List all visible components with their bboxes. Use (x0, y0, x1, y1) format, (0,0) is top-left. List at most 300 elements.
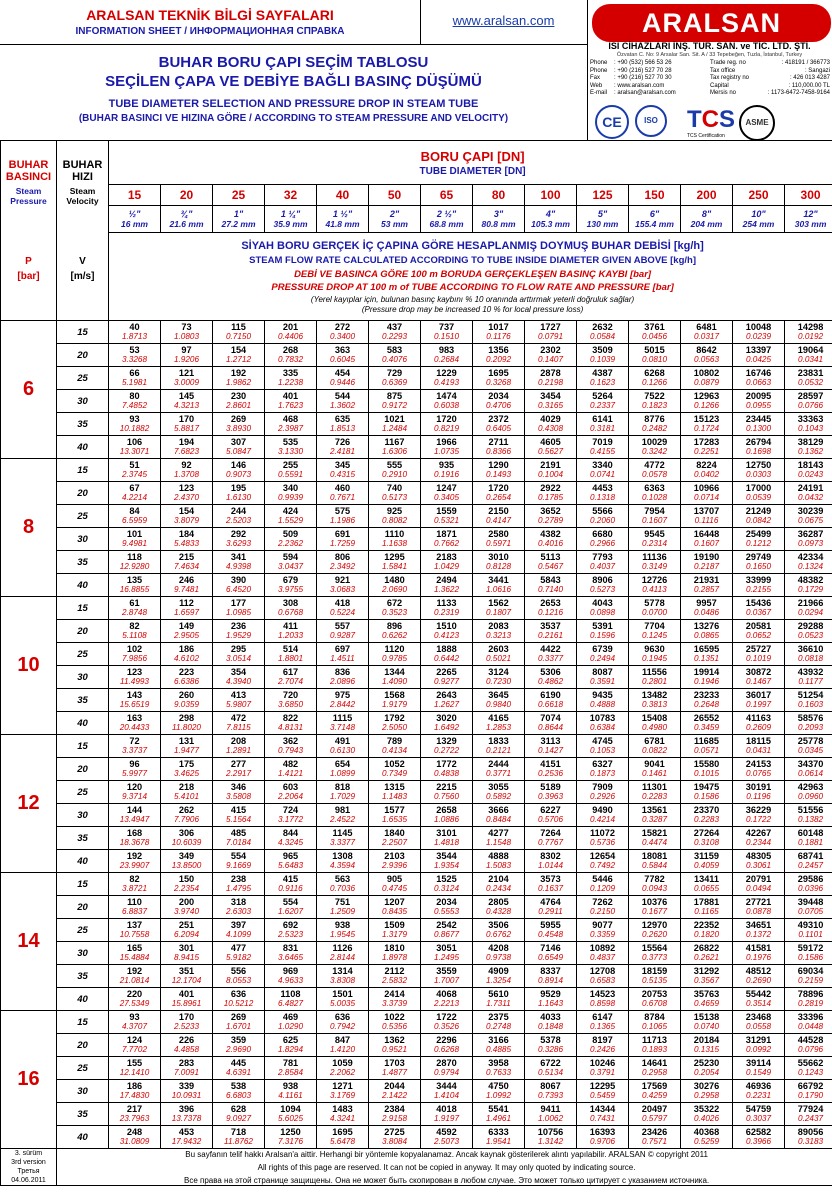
certification-seal-icon: ISO (635, 105, 667, 137)
pressure-drop: 8.9415 (173, 953, 200, 962)
flow-rate: 397 (230, 920, 247, 930)
pressure-drop: 0.4888 (589, 700, 616, 709)
flow-rate: 485 (230, 828, 247, 838)
table-cell (421, 781, 473, 804)
contact-k2: Tax office (710, 67, 736, 74)
table-cell (161, 666, 213, 689)
info-cell (109, 233, 832, 321)
pressure-drop: 7.4852 (121, 401, 148, 410)
flow-rate: 49310 (797, 920, 824, 930)
flow-rate: 21931 (693, 575, 720, 585)
table-cell (733, 1011, 785, 1034)
pressure-drop: 21.0814 (119, 976, 150, 985)
table-cell (577, 712, 629, 735)
flow-rate: 92 (181, 460, 192, 470)
pressure-drop: 5.4833 (173, 539, 200, 548)
pressure-drop: 3.6850 (277, 700, 304, 709)
flow-rate: 9435 (592, 690, 613, 700)
velocity-value: 40 (57, 712, 109, 735)
table-cell (577, 965, 629, 988)
table-cell (733, 827, 785, 850)
table-cell (109, 413, 161, 436)
pressure-drop: 0.3459 (693, 723, 720, 732)
table-cell (785, 528, 832, 551)
table-cell (733, 505, 785, 528)
pressure-drop: 0.0571 (693, 746, 720, 755)
table-cell (681, 735, 733, 758)
table-cell (525, 551, 577, 574)
pressure-drop: 1.0803 (173, 332, 200, 341)
table-cell (681, 1034, 733, 1057)
pressure-drop: 0.0614 (798, 769, 824, 778)
flow-rate: 1356 (488, 345, 509, 355)
flow-rate: 335 (282, 368, 299, 378)
pressure-drop: 0.2958 (641, 1068, 668, 1077)
flow-rate: 345 (334, 460, 351, 470)
flow-rate: 218 (178, 782, 195, 792)
table-cell (785, 1103, 832, 1126)
pressure-drop: 0.4134 (381, 746, 408, 755)
pressure-drop: 15.8961 (171, 999, 202, 1008)
table-cell (421, 1057, 473, 1080)
pressure-drop: 0.6038 (433, 401, 460, 410)
flow-rate: 1562 (488, 598, 509, 608)
table-cell (577, 827, 629, 850)
table-cell (317, 1103, 369, 1126)
header (0, 0, 832, 141)
table-cell (317, 1011, 369, 1034)
pressure-drop: 0.5021 (485, 654, 512, 663)
pressure-drop: 0.5591 (277, 470, 304, 479)
table-cell (785, 367, 832, 390)
flow-rate: 10966 (693, 483, 720, 493)
pressure-drop: 2.2507 (381, 838, 408, 847)
pressure-drop: 1.8294 (277, 1045, 304, 1054)
flow-rate: 636 (230, 989, 247, 999)
table-row (1, 827, 832, 850)
flow-rate: 4033 (540, 1012, 561, 1022)
flow-rate: 806 (334, 552, 351, 562)
pressure-drop: 0.1315 (693, 1045, 720, 1054)
flow-rate: 2725 (384, 1127, 405, 1137)
pressure-drop: 5.1981 (121, 378, 148, 387)
flow-rate: 31159 (693, 851, 720, 861)
title-en: TUBE DIAMETER SELECTION AND PRESSURE DROP IN STEAM TUBE (108, 98, 479, 110)
table-cell (577, 1126, 629, 1149)
flow-rate: 135 (126, 575, 143, 585)
pressure-drop: 0.2648 (693, 700, 720, 709)
table-cell (525, 942, 577, 965)
inch-size: 1 ½" (332, 209, 353, 219)
flow-rate: 11556 (641, 667, 668, 677)
table-cell (109, 988, 161, 1011)
pressure-drop: 0.2314 (641, 539, 668, 548)
pressure-drop: 2.5050 (381, 723, 408, 732)
pressure-drop: 0.0345 (798, 746, 824, 755)
table-cell (525, 919, 577, 942)
flow-rate: 3020 (436, 713, 457, 723)
table-cell (213, 1034, 265, 1057)
flow-rate: 143 (126, 690, 143, 700)
pressure-drop: 0.1019 (745, 654, 772, 663)
pressure-drop: 1.1483 (381, 792, 408, 801)
certifications (587, 103, 832, 140)
pressure-drop: 1.6535 (381, 815, 408, 824)
pressure-drop: 0.1946 (693, 677, 720, 686)
dn-65: 65 (421, 185, 473, 206)
flow-rate: 15436 (745, 598, 772, 608)
flow-rate: 163 (126, 713, 143, 723)
flow-rate: 165 (126, 943, 143, 953)
pressure-drop: 0.7943 (277, 746, 304, 755)
contact-v: : +90 (216) 527 70 28 (614, 67, 672, 74)
flow-rate: 5446 (592, 874, 613, 884)
table-cell (109, 735, 161, 758)
flow-rate: 269 (230, 1012, 247, 1022)
flow-rate: 7522 (644, 391, 665, 401)
pressure-drop: 0.3567 (693, 976, 720, 985)
flow-rate: 42963 (797, 782, 824, 792)
pressure-drop: 2.8584 (277, 1068, 304, 1077)
pressure-drop: 0.4328 (485, 907, 512, 916)
table-cell (265, 597, 317, 620)
pressure-drop: 2.8601 (225, 401, 252, 410)
flow-rate: 1314 (332, 966, 353, 976)
pressure-drop: 0.4659 (693, 999, 720, 1008)
pressure-drop: 0.8219 (433, 424, 460, 433)
contact-v: : aralsan@aralsan.com (614, 90, 676, 97)
table-row (1, 1034, 832, 1057)
table-cell (473, 459, 525, 482)
flow-rate: 292 (230, 529, 247, 539)
pressure-drop: 0.6405 (485, 424, 512, 433)
flow-rate: 2104 (488, 874, 509, 884)
flow-rate: 177 (230, 598, 247, 608)
contact-row (590, 75, 830, 83)
inch-mm-cell (577, 206, 629, 233)
dn-80: 80 (473, 185, 525, 206)
pressure-drop: 1.6207 (277, 907, 304, 916)
flow-rate: 29586 (797, 874, 824, 884)
table-cell (785, 781, 832, 804)
table-cell (681, 1080, 733, 1103)
table-cell (681, 505, 733, 528)
flow-rate: 1110 (384, 529, 405, 539)
pressure-drop: 0.0898 (589, 608, 616, 617)
table-row (1, 620, 832, 643)
inch-mm-cell (681, 206, 733, 233)
velocity-value: 25 (57, 919, 109, 942)
table-cell (317, 735, 369, 758)
table-cell (629, 1080, 681, 1103)
pressure-drop: 7.9856 (121, 654, 148, 663)
table-cell (785, 1034, 832, 1057)
flow-rate: 2922 (540, 483, 561, 493)
table-cell (109, 873, 161, 896)
pressure-value: 16 (1, 1011, 57, 1149)
table-cell (525, 321, 577, 344)
pressure-drop: 0.3963 (537, 792, 564, 801)
pressure-drop: 0.4147 (485, 516, 512, 525)
table-cell (369, 804, 421, 827)
pressure-drop: 0.0303 (745, 470, 772, 479)
flow-rate: 168 (126, 828, 143, 838)
pressure-drop: 0.1212 (745, 539, 772, 548)
pressure-drop: 0.5134 (537, 1068, 564, 1077)
pressure-drop: 7.6823 (173, 447, 200, 456)
velocity-value: 25 (57, 367, 109, 390)
flow-rate: 4043 (592, 598, 613, 608)
flow-rate: 6141 (592, 414, 613, 424)
table-cell (265, 1034, 317, 1057)
table-cell (317, 459, 369, 482)
pressure-drop: 13.3071 (119, 447, 150, 456)
flow-rate: 13561 (641, 805, 668, 815)
pressure-drop: 0.0741 (589, 470, 616, 479)
table-cell (681, 689, 733, 712)
flow-rate: 3509 (592, 345, 613, 355)
flow-rate: 272 (334, 322, 351, 332)
pressure-drop: 1.4818 (433, 838, 460, 847)
pressure-drop: 2.5203 (225, 516, 252, 525)
pressure-drop: 1.9354 (433, 861, 460, 870)
table-cell (265, 1126, 317, 1149)
pressure-drop: 5.6478 (329, 1137, 356, 1146)
pressure-drop: 0.5844 (641, 861, 668, 870)
mm-size: 35.9 mm (273, 219, 308, 229)
pressure-drop: 0.1785 (537, 493, 564, 502)
table-cell (161, 896, 213, 919)
pressure-drop: 0.3181 (589, 424, 616, 433)
flow-rate: 1145 (332, 828, 353, 838)
table-cell (109, 528, 161, 551)
flow-rate: 1966 (436, 437, 457, 447)
pressure-drop: 0.1823 (641, 401, 668, 410)
flow-rate: 1229 (436, 368, 457, 378)
flow-rate: 223 (178, 667, 195, 677)
table-cell (629, 666, 681, 689)
pressure-drop: 0.6369 (381, 378, 408, 387)
pressure-drop: 0.9172 (381, 401, 408, 410)
flow-rate: 15564 (641, 943, 668, 953)
table-cell (629, 873, 681, 896)
flow-rate: 697 (334, 644, 351, 654)
pressure-drop: 0.6762 (485, 930, 512, 939)
flow-rate: 482 (282, 759, 299, 769)
pressure-drop: 4.6391 (225, 1068, 252, 1077)
flow-rate: 654 (334, 759, 351, 769)
table-cell (577, 735, 629, 758)
flow-rate: 635 (334, 414, 351, 424)
flow-rate: 3124 (488, 667, 509, 677)
flow-rate: 726 (334, 437, 351, 447)
flow-rate: 737 (438, 322, 455, 332)
flow-rate: 341 (230, 552, 247, 562)
pressure-drop: 1.1986 (329, 516, 356, 525)
pressure-drop: 3.1772 (277, 815, 304, 824)
flow-rate: 248 (126, 1127, 143, 1137)
pressure-drop: 0.5356 (381, 1022, 408, 1031)
pressure-drop: 0.8484 (485, 815, 512, 824)
flow-rate: 1133 (436, 598, 457, 608)
inch-mm-cell (629, 206, 681, 233)
table-cell (421, 666, 473, 689)
flow-rate: 18081 (641, 851, 668, 861)
table-cell (473, 597, 525, 620)
flow-rate: 24191 (797, 483, 824, 493)
inch-mm-cell (161, 206, 213, 233)
pressure-drop: 0.1362 (798, 447, 824, 456)
table-cell (213, 413, 265, 436)
flow-rate: 54759 (745, 1104, 772, 1114)
pressure-drop: 0.9277 (433, 677, 460, 686)
pressure-drop: 0.1724 (693, 424, 720, 433)
table-cell (213, 1103, 265, 1126)
table-cell (629, 919, 681, 942)
table-cell (213, 482, 265, 505)
flow-rate: 354 (230, 667, 247, 677)
pressure-drop: 1.2853 (485, 723, 512, 732)
table-cell (317, 965, 369, 988)
pressure-drop: 0.0192 (798, 332, 824, 341)
table-cell (733, 689, 785, 712)
table-cell (317, 367, 369, 390)
table-cell (317, 482, 369, 505)
pressure-drop: 1.9529 (225, 631, 252, 640)
pressure-drop: 11.4993 (120, 677, 149, 686)
table-cell (369, 873, 421, 896)
flow-rate: 692 (282, 920, 299, 930)
table-cell (109, 919, 161, 942)
table-cell (785, 827, 832, 850)
pressure-drop: 0.2187 (693, 562, 720, 571)
info-l3: DEBİ VE BASINCA GÖRE 100 m BORUDA GERÇEKLEŞEN BASINÇ KAYBI [bar] (294, 268, 652, 280)
table-cell (213, 735, 265, 758)
flow-rate: 11136 (642, 552, 667, 562)
table-cell (213, 528, 265, 551)
flow-rate: 472 (230, 713, 247, 723)
flow-rate: 6781 (644, 736, 665, 746)
table-cell (161, 344, 213, 367)
pressure-drop: 0.9446 (329, 378, 356, 387)
flow-rate: 789 (386, 736, 403, 746)
flow-rate: 6680 (592, 529, 613, 539)
contact-k: Phone (590, 67, 608, 74)
website-link[interactable]: www.aralsan.com (452, 13, 555, 28)
pressure-drop: 0.0448 (798, 1022, 824, 1031)
dn-40: 40 (317, 185, 369, 206)
velocity-value: 40 (57, 850, 109, 873)
mm-size: 204 mm (690, 219, 723, 229)
table-cell (525, 528, 577, 551)
flow-rate: 150 (178, 874, 195, 884)
flow-rate: 2494 (436, 575, 457, 585)
table-cell (265, 459, 317, 482)
pressure-drop: 0.7671 (329, 493, 356, 502)
velocity-value: 40 (57, 574, 109, 597)
flow-rate: 4151 (540, 759, 561, 769)
flow-rate: 4382 (540, 529, 561, 539)
info-l2: STEAM FLOW RATE CALCULATED ACCORDING TO TUBE INSIDE DIAMETER GIVEN ABOVE [kg/h] (249, 254, 696, 266)
pressure-drop: 0.1893 (641, 1045, 668, 1054)
pressure-drop: 0.1549 (745, 1068, 772, 1077)
table-cell (421, 735, 473, 758)
inch-mm-cell (109, 206, 161, 233)
flow-rate: 10756 (537, 1127, 564, 1137)
table-row (1, 965, 832, 988)
copyright-ru: Все права на этой странице защищены. Она не может быть скопирован в любом случае. Это может только цитирует с указанием источника. (183, 1175, 710, 1185)
table-cell (681, 758, 733, 781)
table-cell (473, 1034, 525, 1057)
flow-rate: 1247 (436, 483, 457, 493)
table-cell (629, 827, 681, 850)
pressure-drop: 0.2054 (693, 1068, 720, 1077)
flow-rate: 154 (178, 506, 195, 516)
table-cell (421, 896, 473, 919)
pressure-drop: 0.0663 (745, 378, 772, 387)
pressure-drop: 0.2482 (641, 424, 668, 433)
table-cell (577, 505, 629, 528)
velocity-value: 15 (57, 597, 109, 620)
table-cell (629, 413, 681, 436)
version-line: 3. sürüm (14, 1150, 43, 1157)
flow-rate: 4764 (540, 897, 561, 907)
table-cell (577, 390, 629, 413)
table-cell (421, 1034, 473, 1057)
pressure-value: 10 (1, 597, 57, 735)
table-cell (629, 1034, 681, 1057)
table-cell (473, 735, 525, 758)
pressure-drop: 0.0879 (693, 378, 720, 387)
table-cell (577, 1011, 629, 1034)
table-cell (629, 505, 681, 528)
company-name: ISI CİHAZLARI İNŞ. TUR. SAN. ve TİC. LTD. ŞTİ. (608, 41, 811, 51)
info-l6: (Pressure drop may be increased 10 % for local pressure loss) (361, 304, 584, 314)
pressure-drop: 0.4862 (537, 677, 564, 686)
flow-rate: 454 (334, 368, 351, 378)
table-row (1, 528, 832, 551)
pressure-drop: 3.6465 (277, 953, 304, 962)
table-cell (317, 1057, 369, 1080)
flow-rate: 905 (386, 874, 403, 884)
pressure-drop: 4.3245 (277, 838, 304, 847)
inch-mm-cell (265, 206, 317, 233)
table-cell (473, 551, 525, 574)
flow-rate: 1720 (436, 414, 457, 424)
table-cell (265, 620, 317, 643)
flow-rate: 14641 (641, 1058, 668, 1068)
title-subtitle: (BUHAR BASINCI VE HIZINA GÖRE / ACCORDING TO STEAM PRESSURE AND VELOCITY) (78, 113, 509, 124)
aralsan-logo: ARALSAN (592, 4, 831, 42)
flow-rate: 9077 (592, 920, 613, 930)
dn-25: 25 (213, 185, 265, 206)
table-cell (213, 666, 265, 689)
flow-rate: 30239 (797, 506, 824, 516)
table-cell (109, 827, 161, 850)
contact-k2: Capital (710, 82, 729, 89)
table-cell (681, 781, 733, 804)
flow-rate: 5843 (540, 575, 561, 585)
flow-rate: 34370 (797, 759, 824, 769)
table-cell (161, 919, 213, 942)
contact-k: Phone (590, 60, 608, 66)
pressure-drop: 0.7492 (589, 861, 616, 870)
table-row (1, 344, 832, 367)
flow-rate: 144 (126, 805, 143, 815)
flow-rate: 7264 (540, 828, 561, 838)
table-cell (161, 459, 213, 482)
table-cell (681, 1126, 733, 1149)
